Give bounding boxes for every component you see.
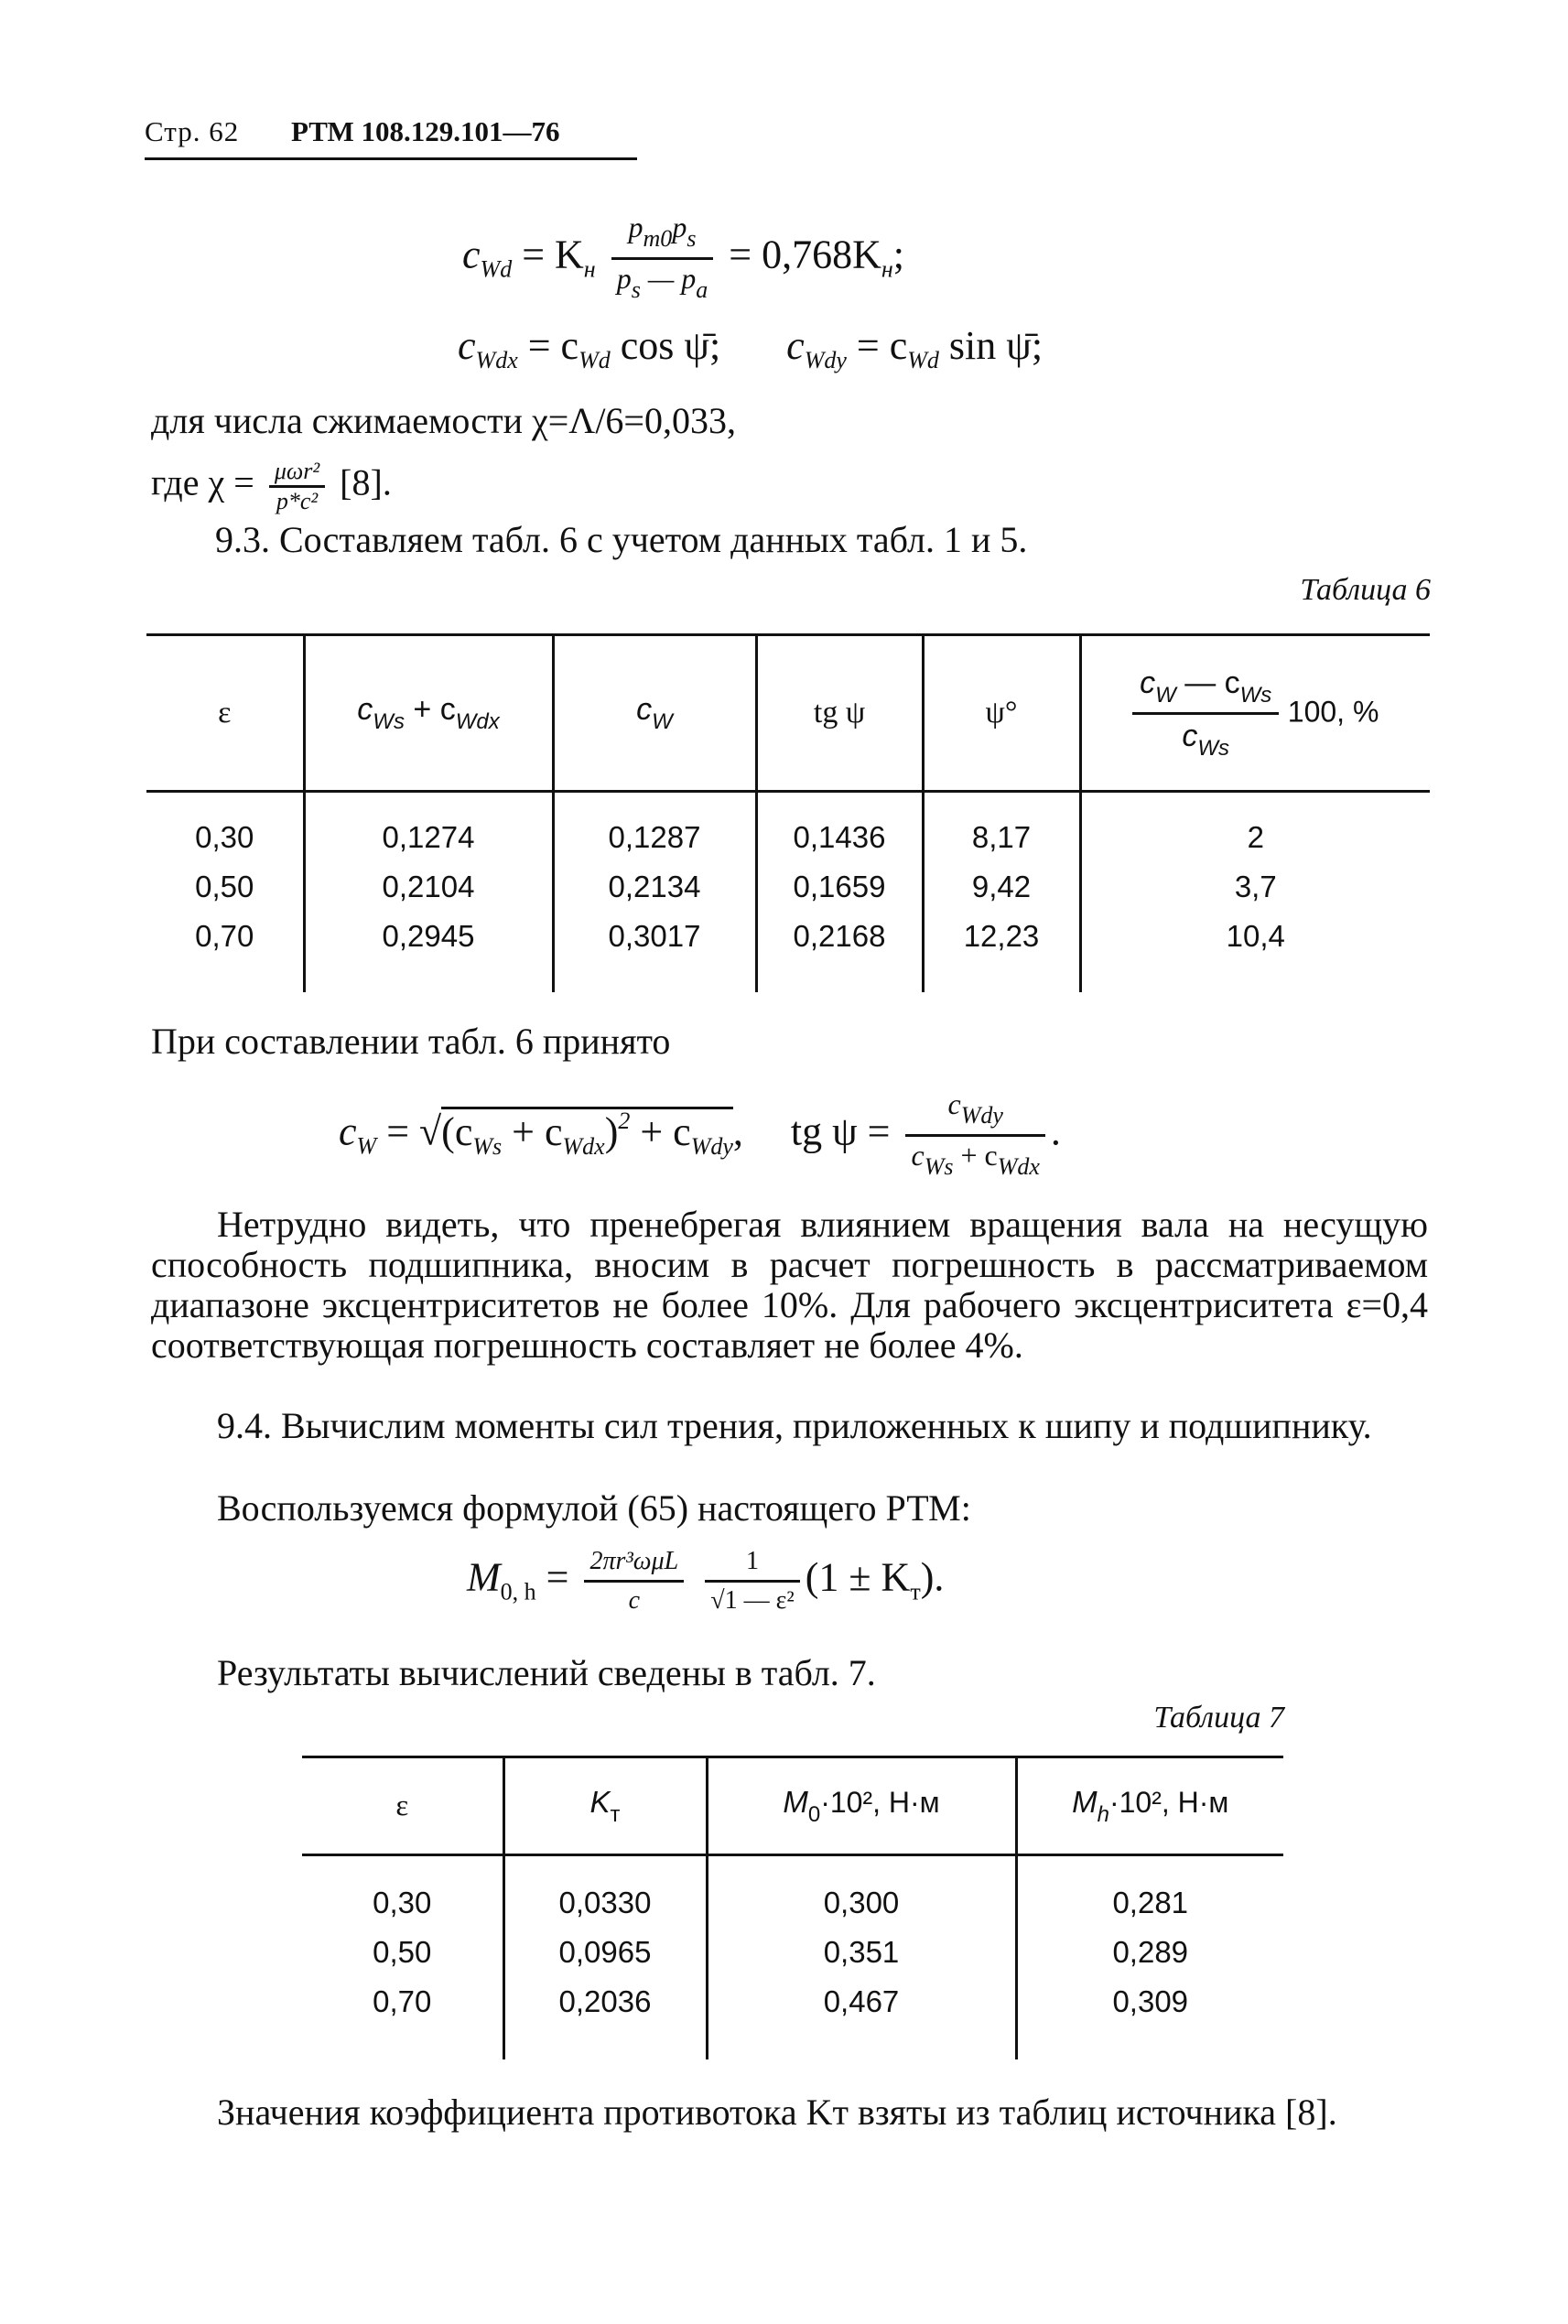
fraction-numerator: 1 [705, 1543, 800, 1583]
formula-symbol: c [458, 323, 476, 368]
formula-symbol: ) [604, 1108, 619, 1154]
table6-caption: Таблица 6 [1300, 573, 1431, 607]
formula-subscript: Ws [373, 708, 405, 734]
section-9-4: 9.4. Вычислим моменты сил трения, приложенных к шипу и подшипнику. [217, 1405, 1372, 1446]
formula-subscript: Ws [1239, 682, 1272, 708]
formula-symbol: — c [1175, 665, 1240, 700]
table-header-row [302, 1757, 1283, 1855]
formula-subscript: s [687, 225, 697, 252]
header-epsilon: ε [146, 635, 304, 792]
fraction-denominator: √1 — ε² [710, 1586, 795, 1615]
table-cell: 0,2134 [553, 862, 756, 912]
formula-symbol: c [339, 1108, 357, 1154]
fraction-denominator [611, 260, 714, 308]
formula-symbol: M [783, 1784, 808, 1819]
formula-symbol: tg ψ = [790, 1108, 891, 1154]
formula-symbol: p [628, 211, 643, 243]
formula-subscript: Wd [480, 255, 513, 283]
table-cell: 0,70 [195, 919, 254, 953]
table-cell: 0,70 [373, 1984, 432, 2018]
table-cell: 8,17 [923, 792, 1080, 863]
table-cell: 0,2168 [756, 912, 923, 992]
paragraph-error: Нетрудно видеть, что пренебрегая влиянием вращения вала на несущую способность подшипника, вносим в расчет погрешность в рассматриваемом диапазоне эксцентриситетов не более 10%. Для рабочего эксцентриситета ε=0,4 соответствующая погрешность составляет не более 4%. [151, 1204, 1428, 1366]
formula-symbol: c [947, 1087, 961, 1120]
table-cell: 0,300 [707, 1855, 1016, 1929]
formula-subscript: h [1097, 1801, 1109, 1827]
formula-subscript: W [356, 1132, 377, 1160]
header-epsilon: ε [302, 1757, 503, 1855]
table-cell: 0,309 [1016, 1977, 1283, 2059]
section-9-3: 9.3. Составляем табл. 6 с учетом данных табл. 1 и 5. [215, 519, 1028, 560]
formula-subscript: Ws [472, 1132, 503, 1160]
table-cell: 2 [1080, 792, 1430, 863]
table-cell: 0,2104 [304, 862, 553, 912]
formula-symbol: c [911, 1139, 925, 1172]
formula-symbol: K [589, 1784, 611, 1819]
formula-subscript: Wd [907, 347, 939, 373]
formula-fraction [705, 1543, 800, 1619]
formula-symbol: ). [920, 1554, 945, 1600]
formula-subscript: s [631, 276, 641, 303]
reference: [8]. [340, 461, 392, 503]
formula-symbol: c [462, 232, 481, 277]
formula-symbol: ; [892, 232, 905, 277]
paragraph-source: Значения коэффициента противотока Kт взяты из таблиц источника [8]. [217, 2092, 1337, 2133]
fraction-numerator [611, 209, 714, 260]
table-cell: 10,4 [1080, 912, 1430, 992]
page-number: Стр. 62 [145, 115, 240, 147]
formula-symbol: = c [527, 323, 579, 368]
where-prefix: где χ = [151, 461, 254, 503]
formula-subscript: Ws [1197, 735, 1230, 761]
formula-subscript: a [696, 276, 708, 303]
table-cell: 0,1274 [304, 792, 553, 863]
radicand [441, 1107, 733, 1160]
table-cell: 0,1287 [553, 792, 756, 863]
fraction-numerator [905, 1086, 1044, 1137]
table-cell: 0,289 [1016, 1928, 1283, 1977]
formula-subscript: н [583, 255, 596, 283]
table-cell: 0,467 [707, 1977, 1016, 2059]
table-cell: 0,281 [1016, 1855, 1283, 1929]
header-unit: ·10², Н·м [1108, 1785, 1229, 1819]
page-header [145, 115, 560, 148]
table-cell: 0,1659 [756, 862, 923, 912]
table-cell: 0,2036 [503, 1977, 707, 2059]
formula-symbol: = K [522, 232, 584, 277]
formula-symbol: + c [502, 1108, 563, 1154]
header-percent [1080, 635, 1430, 792]
fraction-denominator: c [628, 1586, 641, 1615]
formula-symbol: p [616, 262, 632, 295]
table-cell: 0,30 [195, 820, 254, 854]
formula-symbol: = √ [386, 1108, 442, 1154]
formula-subscript: н [881, 255, 893, 283]
formula-symbol: , [732, 1108, 743, 1154]
table-row [146, 862, 1430, 912]
fraction-numerator: 2πr³ωμL [584, 1543, 684, 1583]
formula-subscript: Wdy [960, 1102, 1003, 1129]
formula-symbol: = 0,768K [729, 232, 881, 277]
formula-cwd [462, 209, 904, 308]
formula-symbol: c [636, 691, 653, 727]
formula-symbol: (c [441, 1108, 473, 1154]
formula-symbol: c [357, 691, 373, 727]
results-line: Результаты вычислений сведены в табл. 7. [217, 1652, 876, 1693]
table-6 [146, 633, 1430, 992]
formula-components [458, 322, 1043, 374]
table-cell: 0,3017 [553, 912, 756, 992]
header-psi: ψ° [923, 635, 1080, 792]
formula-subscript: Ws [924, 1153, 954, 1180]
formula-symbol: + c [953, 1139, 998, 1172]
header-m0 [707, 1757, 1016, 1855]
formula-subscript: W [1155, 682, 1176, 708]
fraction-numerator: μωr² [269, 458, 325, 488]
formula-symbol: p [672, 211, 687, 243]
formula-symbol: M [1072, 1784, 1098, 1819]
fraction-denominator: p*c² [276, 488, 319, 514]
table-cell: 0,50 [373, 1935, 432, 1969]
formula-subscript: Wdx [562, 1132, 605, 1160]
formula-symbol: = c [856, 323, 908, 368]
header-cw [553, 635, 756, 792]
formula-subscript: W [652, 708, 673, 734]
formula-subscript: m0 [643, 225, 673, 252]
formula-fraction [611, 209, 714, 308]
table-cell: 0,30 [373, 1886, 432, 1919]
table-row [302, 1977, 1283, 2059]
chi-fraction [269, 458, 325, 515]
table-row [302, 1855, 1283, 1929]
formula-symbol: c [1182, 718, 1198, 753]
formula-symbol: c [1140, 665, 1156, 700]
formula-subscript: т [610, 1801, 621, 1827]
formula-symbol: c [786, 323, 805, 368]
formula-cw [339, 1086, 1061, 1185]
table-7 [302, 1756, 1283, 2059]
table-cell: 0,0330 [503, 1855, 707, 1929]
table-cell: 0,50 [195, 870, 254, 903]
fraction-numerator [1132, 665, 1279, 715]
formula-symbol: = [546, 1554, 569, 1600]
formula-symbol: cos ψ̄; [620, 323, 721, 368]
header-unit: ·10², Н·м [820, 1785, 940, 1819]
header-fraction [1132, 665, 1279, 762]
table-row [146, 912, 1430, 992]
formula-symbol: sin ψ̄; [948, 323, 1044, 368]
table7-caption: Таблица 7 [1153, 1701, 1284, 1735]
header-sum [304, 635, 553, 792]
table-cell: 0,2945 [304, 912, 553, 992]
header-mh [1016, 1757, 1283, 1855]
table-cell: 9,42 [923, 862, 1080, 912]
formula-subscript: Wdy [690, 1132, 733, 1160]
formula-symbol: — p [640, 262, 697, 295]
formula-symbol: (1 ± K [805, 1554, 911, 1600]
header-kt [503, 1757, 707, 1855]
formula-subscript: Wdx [997, 1153, 1040, 1180]
table-cell: 0,351 [707, 1928, 1016, 1977]
document-code: РТМ 108.129.101—76 [290, 115, 560, 147]
table-cell: 12,23 [923, 912, 1080, 992]
formula-superscript: 2 [618, 1107, 631, 1134]
composition-line: При составлении табл. 6 принято [151, 1021, 671, 1062]
table-row [302, 1928, 1283, 1977]
formula-subscript: Wdx [455, 708, 500, 734]
where-line [151, 458, 392, 515]
compressibility-line: для числа сжимаемости χ=Λ/6=0,033, [151, 400, 736, 441]
formula-intro-line: Воспользуемся формулой (65) настоящего РТМ: [217, 1487, 971, 1529]
table-header-row [146, 635, 1430, 792]
table-cell: 0,0965 [503, 1928, 707, 1977]
header-tg-psi: tg ψ [756, 635, 923, 792]
formula-subscript: Wdy [804, 347, 847, 373]
formula-subscript: т [910, 1578, 921, 1605]
header-rule [145, 157, 637, 160]
header-unit: 100, % [1287, 694, 1379, 728]
formula-fraction [905, 1086, 1044, 1185]
table-row [146, 792, 1430, 863]
formula-symbol: + c [630, 1108, 691, 1154]
fraction-denominator [905, 1137, 1044, 1185]
table-cell: 0,1436 [756, 792, 923, 863]
formula-subscript: 0, h [500, 1578, 536, 1605]
formula-subscript: Wdx [475, 347, 518, 373]
formula-subscript: 0 [807, 1801, 821, 1827]
formula-subscript: Wd [579, 347, 611, 373]
formula-symbol: + c [404, 691, 456, 727]
formula-fraction [584, 1543, 684, 1619]
table-cell: 3,7 [1080, 862, 1430, 912]
formula-moments [467, 1543, 944, 1619]
fraction-denominator [1132, 715, 1279, 762]
formula-symbol: . [1050, 1108, 1061, 1154]
formula-symbol: M [467, 1554, 501, 1600]
